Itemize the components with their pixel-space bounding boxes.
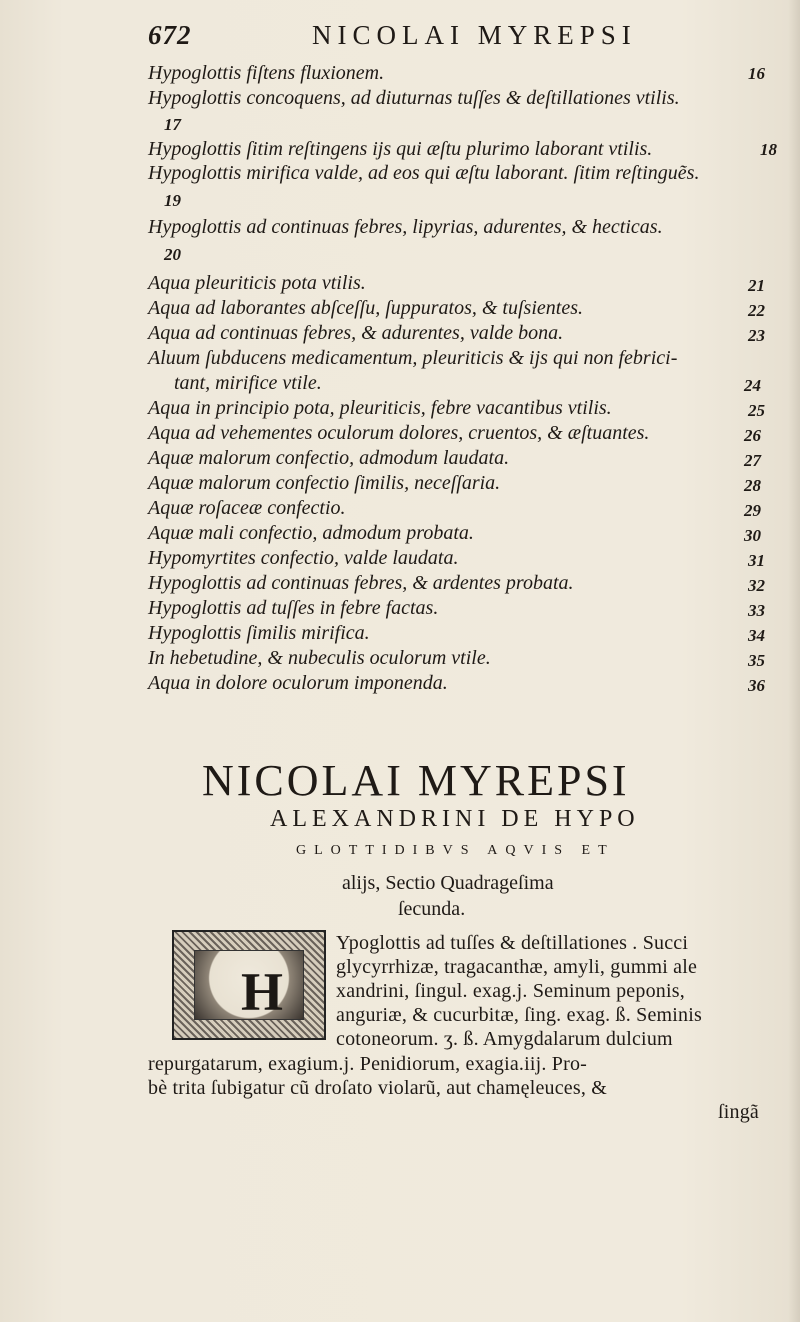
- entry-text: Hypoglottis ſimilis mirifica.: [148, 622, 370, 644]
- list-item: [148, 87, 788, 109]
- entry-text: Hypoglottis concoquens, ad diuturnas tuſſes & deſtillationes vtilis.: [148, 87, 680, 109]
- entry-text: Aquæ mali confectio, admodum probata.: [148, 522, 474, 544]
- section-subtitle-line: alijs, Sectio Quadrageſima: [342, 872, 554, 894]
- section-subtitle-line: GLOTTIDIBVS AQVIS ET: [296, 843, 615, 858]
- entry-number: 23: [748, 326, 765, 345]
- initial-frame: [194, 950, 304, 1020]
- list-item: [148, 62, 788, 84]
- section-subtitle-line: ſecunda.: [398, 898, 466, 920]
- entry-number: 17: [164, 115, 181, 134]
- entry-number: 26: [744, 426, 761, 445]
- entry-number: 28: [744, 476, 761, 495]
- list-item: [148, 547, 788, 569]
- entry-number: 18: [760, 140, 777, 159]
- entry-text: Aqua ad vehementes oculorum dolores, cruentos, & æſtuantes.: [148, 422, 650, 444]
- entry-number: 21: [748, 276, 765, 295]
- list-item: [148, 297, 788, 319]
- entry-number: 25: [748, 401, 765, 420]
- section-subtitle-line: ALEXANDRINI DE HYPO: [270, 806, 640, 832]
- entry-text: Hypoglottis ad tuſſes in febre factas.: [148, 597, 439, 619]
- entry-text: Hypoglottis mirifica valde, ad eos qui æſtu laborant. ſitim reſtinguẽs.: [148, 162, 700, 184]
- list-item: [148, 216, 788, 238]
- entry-text: Hypoglottis ad continuas febres, & ardentes probata.: [148, 572, 574, 594]
- list-item: [148, 522, 788, 544]
- list-item: [148, 138, 788, 160]
- body-text-line: Ypoglottis ad tuſſes & deſtillationes . Succi: [336, 932, 689, 954]
- initial-letter: H: [241, 962, 284, 1022]
- body-text-line: glycyrrhizæ, tragacanthæ, amyli, gummi ale: [336, 956, 698, 978]
- entry-text: Aquæ malorum confectio ſimilis, neceſſaria.: [148, 472, 501, 494]
- decorated-initial: [172, 930, 326, 1040]
- list-item: [174, 372, 800, 394]
- body-text-line: anguriæ, & cucurbitæ, ſing. exag. ß. Seminis: [336, 1004, 702, 1026]
- list-item: [148, 472, 788, 494]
- entry-text: Hypoglottis ad continuas febres, lipyrias, adurentes, & hecticas.: [148, 216, 663, 238]
- list-item: [148, 272, 788, 294]
- entry-number: 36: [748, 676, 765, 695]
- entry-text: Aquæ malorum confectio, admodum laudata.: [148, 447, 510, 469]
- list-item: [148, 347, 788, 369]
- entry-text: Aqua in principio pota, pleuriticis, febre vacantibus vtilis.: [148, 397, 612, 419]
- entry-number: 19: [164, 191, 181, 210]
- entry-text: Aqua ad continuas febres, & adurentes, valde bona.: [148, 322, 564, 344]
- entry-text: Hypoglottis ſitim reſtingens ijs qui æſtu plurimo laborant vtilis.: [148, 138, 653, 160]
- entry-number: 27: [744, 451, 761, 470]
- entry-text: Aqua in dolore oculorum imponenda.: [148, 672, 448, 694]
- entry-text: Aqua ad laborantes abſceſſu, ſuppuratos, & tuſsientes.: [148, 297, 583, 319]
- list-item: [148, 162, 788, 184]
- list-item: [148, 422, 788, 444]
- list-item: [148, 322, 788, 344]
- entry-text: Aqua pleuriticis pota vtilis.: [148, 272, 366, 294]
- entry-number: 35: [748, 651, 765, 670]
- entry-number: 31: [748, 551, 765, 570]
- entry-number: 22: [748, 301, 765, 320]
- entry-text: Hypoglottis fiſtens fluxionem.: [148, 62, 385, 84]
- entry-number: 32: [748, 576, 765, 595]
- entry-number: 16: [748, 64, 765, 83]
- list-item: [148, 572, 788, 594]
- entry-text: Aquæ roſaceæ confectio.: [148, 497, 346, 519]
- catchword: ſingã: [718, 1101, 759, 1123]
- body-text-line: xandrini, ſingul. exag.j. Seminum peponis,: [336, 980, 685, 1002]
- body-text-line: bè trita ſubigatur cũ droſato violarũ, aut chamęleuces, &: [148, 1077, 608, 1099]
- entry-number: 29: [744, 501, 761, 520]
- page-edge-shadow: [788, 0, 800, 1322]
- section-title: NICOLAI MYREPSI: [202, 756, 630, 805]
- entry-number: 24: [744, 376, 761, 395]
- entry-number: 20: [164, 245, 181, 264]
- list-item: [148, 497, 788, 519]
- list-item: [148, 597, 788, 619]
- entry-text: Hypomyrtites confectio, valde laudata.: [148, 547, 459, 569]
- entry-number: 30: [744, 526, 761, 545]
- list-item: [148, 647, 788, 669]
- entry-text: In hebetudine, & nubeculis oculorum vtile.: [148, 647, 491, 669]
- page-number: 672: [148, 20, 192, 50]
- body-text-line: cotoneorum. ʒ. ß. Amygdalarum dulcium: [336, 1028, 673, 1050]
- entry-number: 33: [748, 601, 765, 620]
- list-item: [148, 397, 788, 419]
- list-item: [148, 447, 788, 469]
- entry-text: Aluum ſubducens medicamentum, pleuriticis & ijs qui non febrici-: [148, 347, 678, 369]
- body-text-line: repurgatarum, exagium.j. Penidiorum, exagia.iij. Pro-: [148, 1053, 588, 1075]
- list-item: [148, 672, 788, 694]
- entry-number: 34: [748, 626, 765, 645]
- list-item: [148, 622, 788, 644]
- entry-text: tant, mirifice vtile.: [174, 372, 322, 394]
- running-head: NICOLAI MYREPSI: [312, 20, 637, 50]
